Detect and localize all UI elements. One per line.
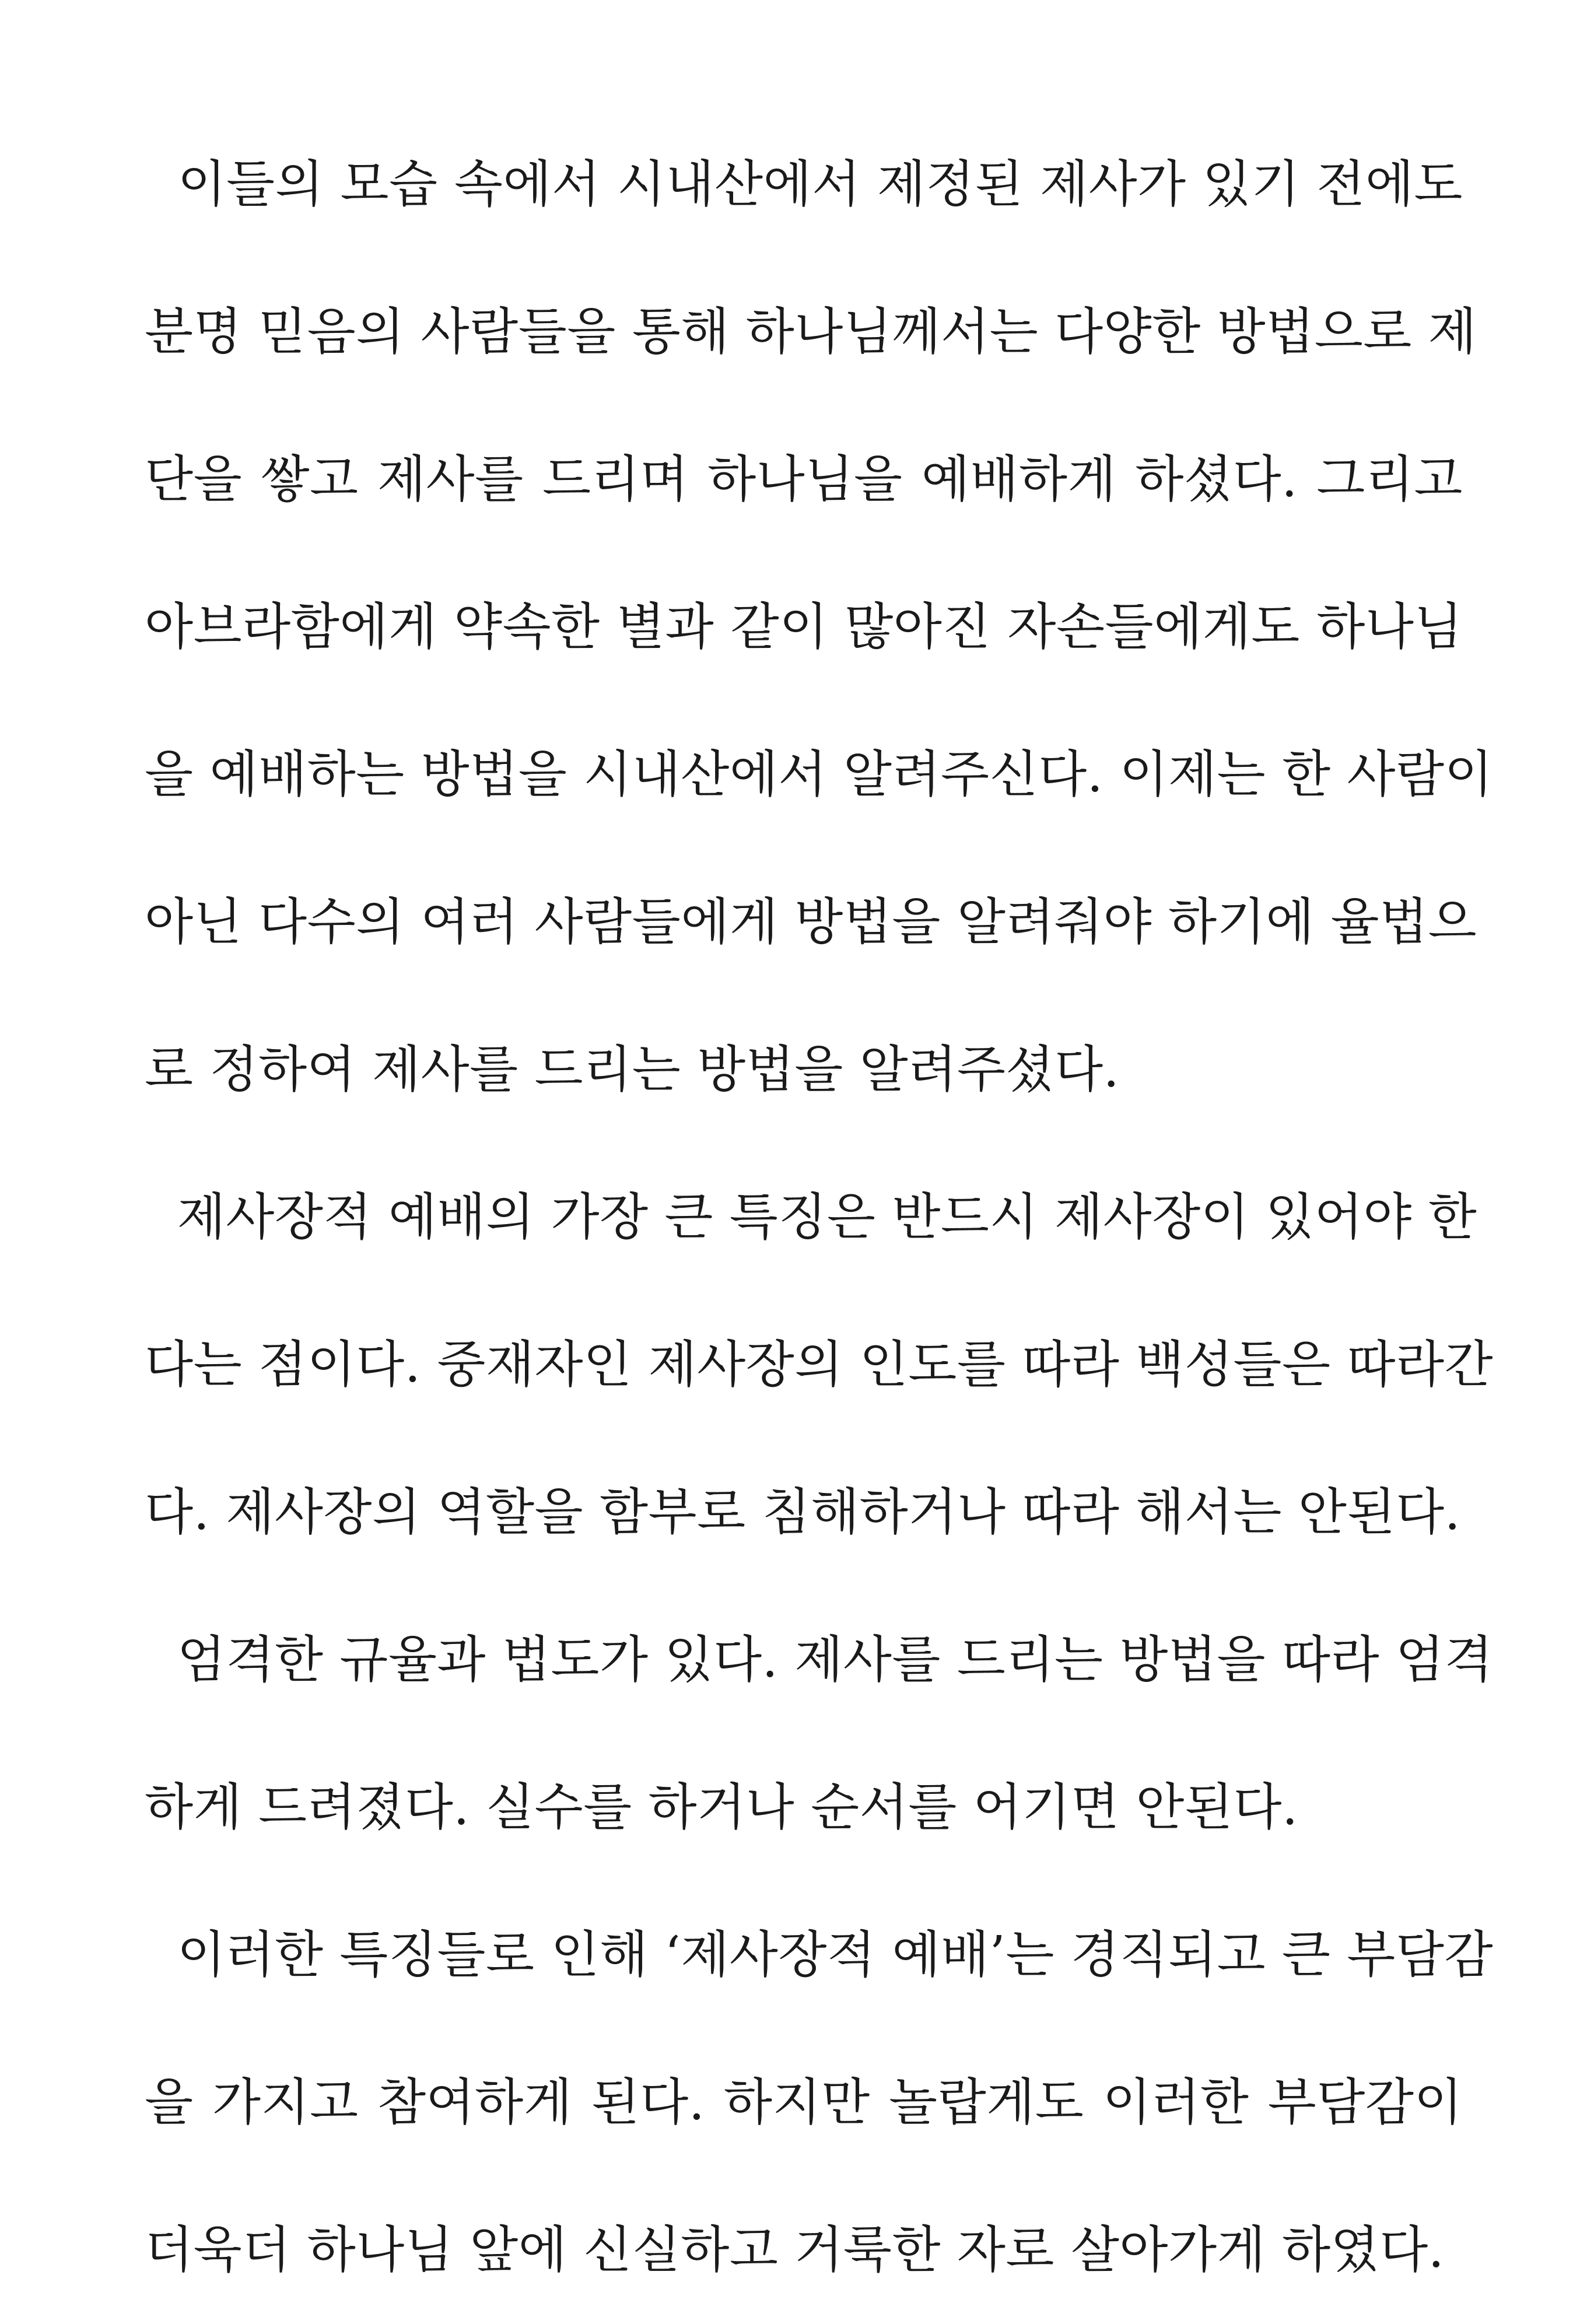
text-line-3: 단을 쌓고 제사를 드리며 하나님을 예배하게 하셨다. 그리고: [145, 450, 1463, 509]
text-line-8: 제사장적 예배의 가장 큰 특징은 반드시 제사장이 있어야 한: [145, 1188, 1477, 1246]
text-line-1: 이들의 모습 속에서 시내산에서 제정된 제사가 있기 전에도: [145, 155, 1463, 213]
text-line-6: 아닌 다수의 여러 사람들에게 방법을 알려줘야 하기에 율법으: [145, 893, 1477, 951]
text-line-7: 로 정하여 제사를 드리는 방법을 알려주셨다.: [145, 1040, 1120, 1099]
text-line-15: 더욱더 하나님 앞에 신실하고 거룩한 자로 살아가게 하였다.: [145, 2221, 1445, 2279]
text-line-5: 을 예배하는 방법을 시내산에서 알려주신다. 이제는 한 사람이: [145, 745, 1494, 804]
body-text: [145, 111, 1494, 2324]
text-line-13: 이러한 특징들로 인해 ‘제사장적 예배’는 경직되고 큰 부담감: [145, 1926, 1494, 1984]
text-line-10: 다. 제사장의 역할을 함부로 침해하거나 따라 해서는 안된다.: [145, 1483, 1461, 1541]
text-line-4: 아브라함에게 약속한 별과 같이 많아진 자손들에게도 하나님: [145, 598, 1463, 656]
text-line-9: 다는 점이다. 중재자인 제사장의 인도를 따라 백성들은 따라간: [145, 1335, 1494, 1394]
text-line-14: 을 가지고 참여하게 된다. 하지만 놀랍게도 이러한 부담감이: [145, 2073, 1463, 2132]
text-line-2: 분명 믿음의 사람들을 통해 하나님께서는 다양한 방법으로 제: [145, 303, 1477, 361]
text-line-12: 하게 드려졌다. 실수를 하거나 순서를 어기면 안된다.: [145, 1778, 1298, 1836]
text-line-11: 엄격한 규율과 법도가 있다. 제사를 드리는 방법을 따라 엄격: [145, 1631, 1494, 1689]
